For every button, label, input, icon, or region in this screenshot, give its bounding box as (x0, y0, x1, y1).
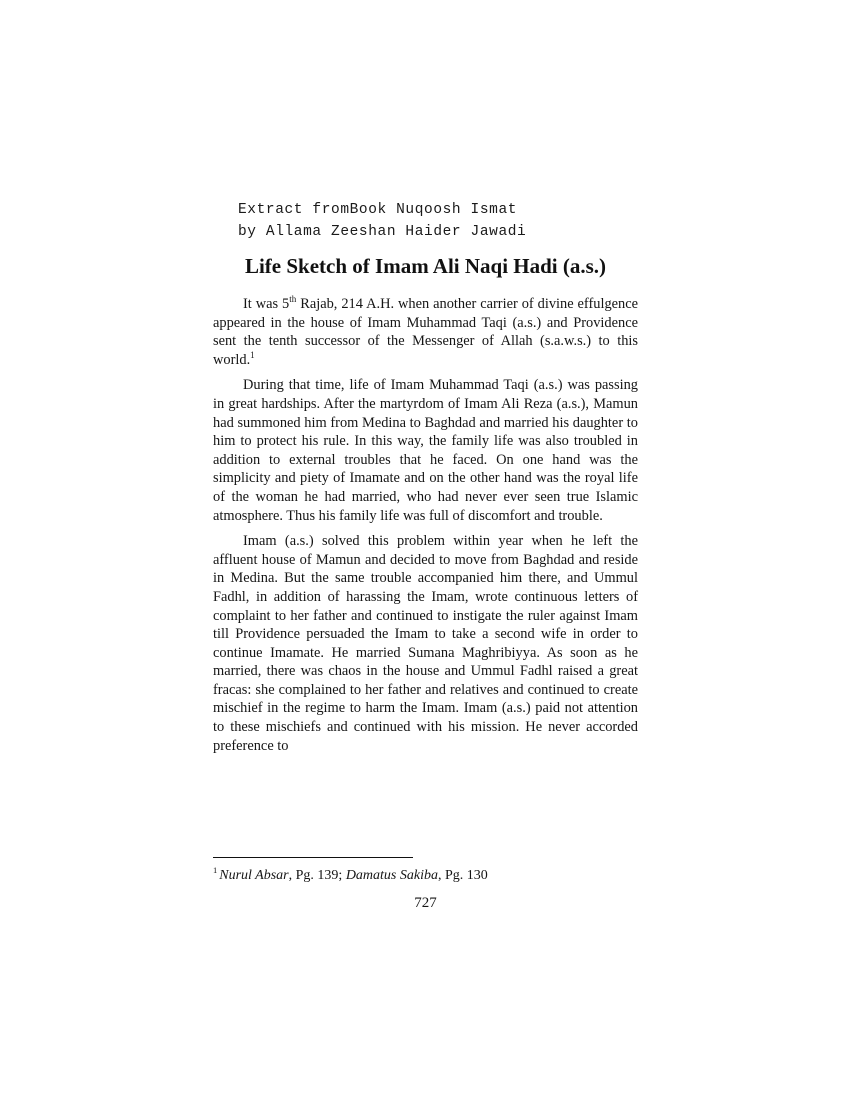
chapter-title: Life Sketch of Imam Ali Naqi Hadi (a.s.) (244, 254, 607, 278)
body-text (213, 295, 638, 762)
footnote-source-1: Nurul Absar (219, 868, 289, 883)
ordinal-superscript: th (289, 294, 297, 305)
page-number: 727 (414, 895, 437, 911)
footnote-reference[interactable]: 1 (250, 349, 255, 360)
book-extract-note (238, 199, 526, 243)
footnote-page-2: , Pg. 130 (437, 868, 488, 883)
paragraph-1-text-end: Rajab, 214 A.H. when another carrier of divine effulgence appeared in the house of Imam Muhammad Taqi (a.s.) and Providence sent the tenth successor of the Messenger of Allah (s.a.w.s.) to this world. (213, 296, 639, 368)
footnote-number: 1 (213, 865, 218, 876)
paragraph-1-text-start: It was 5 (243, 296, 290, 312)
footnote-source-2: Damatus Sakiba (345, 868, 438, 883)
paragraph-2: During that time, life of Imam Muhammad Taqi (a.s.) was passing in great hardships. After the martyrdom of Imam Ali Reza (a.s.), Mamun had summoned him from Medina to Baghdad and married his daughter to him to protect his rule. In this way, the family life was also troubled in addition to external troubles that he faced. On one hand was the simplicity and piety of Imamate and on the other hand was the royal life of the woman he had married, who had never ever seen true Islamic atmosphere. Thus his family life was full of discomfort and trouble. (213, 377, 638, 524)
paragraph-3: Imam (a.s.) solved this problem within year when he left the affluent house of Mamun and decided to move from Baghdad and reside in Medina. But the same trouble accompanied him there, and Ummul Fadhl, in addition of harassing the Imam, wrote continuous letters of complaint to her father and continued to instigate the ruler against Imam till Providence persuaded the Imam to take a second wife in order to continue Imamate. He married Sumana Maghribiyya. As soon as he married, there was chaos in the house and Ummul Fadhl raised a great fracas: she complained to her father and relatives and continued to create mischief in the regime to harm the Imam. Imam (a.s.) paid not attention to these mischiefs and continued with his mission. He never accorded preference to (213, 533, 638, 754)
paragraph-1 (213, 295, 638, 369)
extract-line-source: Extract fromBook Nuqoosh Ismat (238, 202, 518, 218)
footnote-page-1: , Pg. 139; (288, 868, 346, 883)
footnote-divider (213, 857, 413, 858)
extract-line-author: by Allama Zeeshan Haider Jawadi (238, 224, 527, 240)
footnote (213, 867, 638, 885)
